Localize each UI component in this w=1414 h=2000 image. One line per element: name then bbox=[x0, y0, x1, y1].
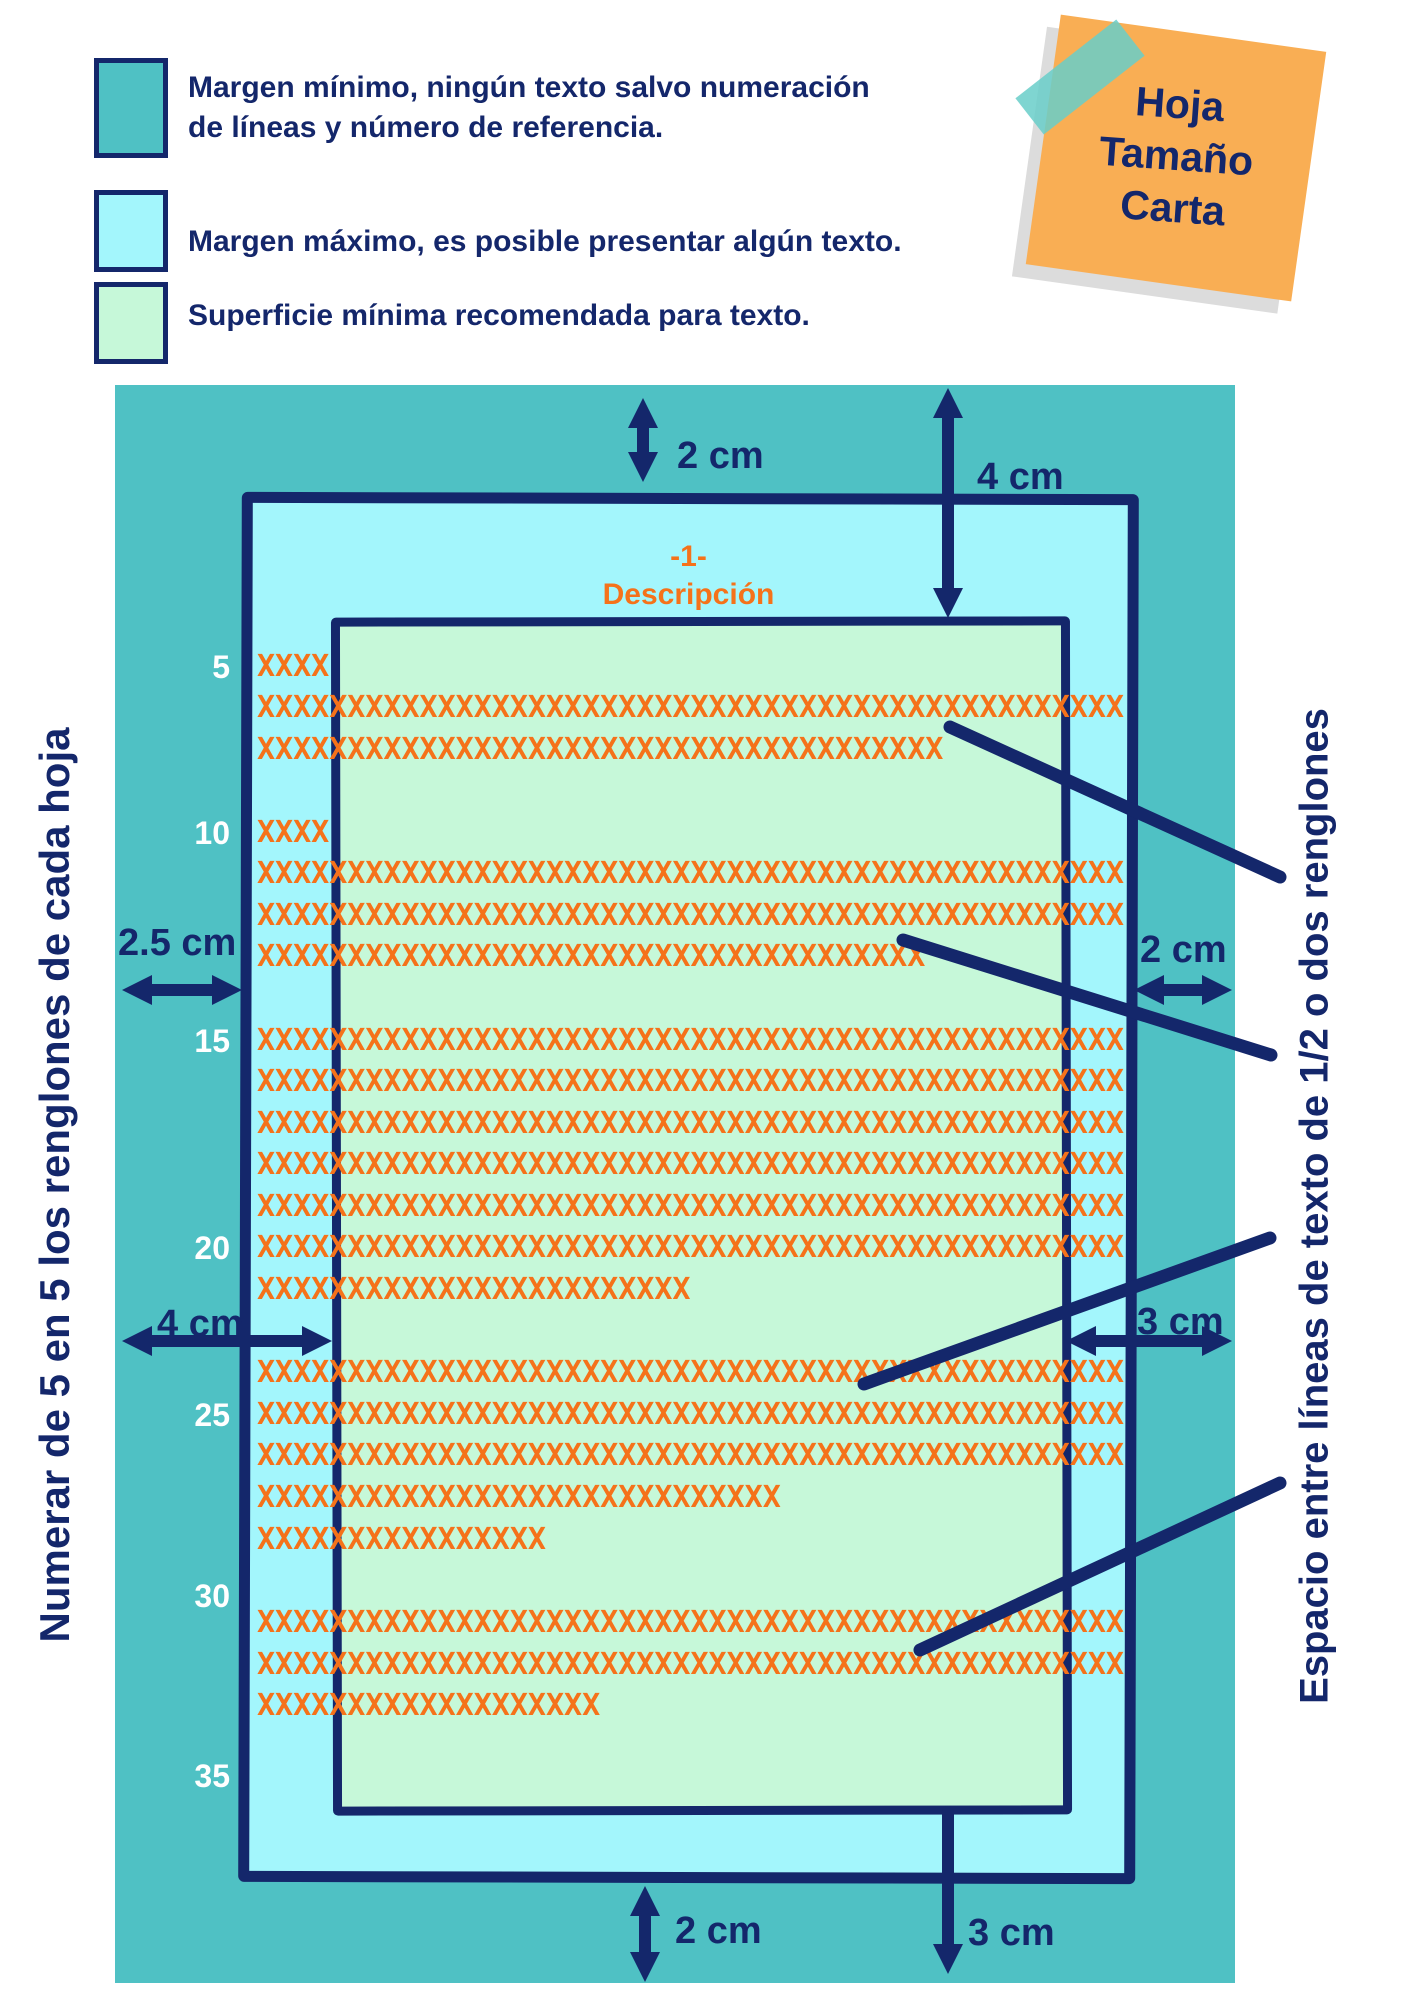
legend-swatch-text-surface bbox=[94, 282, 168, 364]
bottom-margin-label: 2 cm bbox=[675, 1910, 762, 1952]
right-margin-label: 2 cm bbox=[1140, 929, 1227, 971]
top-margin-label: 2 cm bbox=[677, 435, 764, 477]
right-text-margin-label: 3 cm bbox=[1137, 1301, 1224, 1343]
legend-label-min-margin bbox=[188, 68, 870, 148]
line-number: 30 bbox=[194, 1578, 230, 1614]
top-text-margin-label: 4 cm bbox=[977, 456, 1064, 498]
text-row: XXXXXXXXXXXXXXXXXXXXXXXXXXXXXXXXXXXXXXXXXXXXXXXX bbox=[257, 690, 1124, 725]
line-number: 35 bbox=[194, 1758, 230, 1794]
text-row: XXXXXXXXXXXXXXXXXXXXXXXXXXXXXXXXXXXXXXXXXXXXXXXX bbox=[257, 1064, 1124, 1099]
legend-label-max-margin: Margen máximo, es posible presentar algún texto. bbox=[188, 225, 902, 258]
sticky-note-line: Carta bbox=[1118, 181, 1227, 235]
text-row: XXXXXXXXXXXXXXXXXXXXXXXXXXXXXXXXXXXXXXXXXXXXXXXX bbox=[257, 1605, 1124, 1640]
line-number: 20 bbox=[194, 1230, 230, 1266]
text-row: XXXXXXXXXXXXXXXXXXXXXXXXXXXXXXXXXXXXXXXXXXXXXXXX bbox=[257, 1355, 1124, 1390]
text-row: XXXXXXXXXXXXXXXXXXXXXXXXXXXXXXXXXXXXXXXXXXXXXXXX bbox=[257, 1438, 1124, 1473]
legend-line: Margen mínimo, ningún texto salvo numeración bbox=[188, 71, 870, 104]
text-row: XXXX bbox=[257, 649, 330, 684]
text-row: XXXXXXXXXXXXXXXXXXXXXXXXXXXXXXXXXXXXXXXXXXXXXXXX bbox=[257, 1106, 1124, 1141]
legend-line: de líneas y número de referencia. bbox=[188, 111, 664, 144]
text-row: XXXXXXXXXXXXXXXXXXXXXXXXXXXXXXXXXXXXXXXXXXXXXXXX bbox=[257, 1147, 1124, 1182]
text-row: XXXXXXXXXXXXXXXXXXXXXXXXXXXXX bbox=[257, 1480, 781, 1515]
right-side-note: Espacio entre líneas de texto de 1/2 o dos renglones bbox=[1292, 708, 1337, 1704]
text-row: XXXX bbox=[257, 815, 330, 850]
legend-swatch-min-margin bbox=[94, 58, 168, 158]
legend-swatch-max-margin bbox=[94, 190, 168, 272]
text-row: XXXXXXXXXXXXXXXXXXXXXXXXXXXXXXXXXXXXXXXXXXXXXXXX bbox=[257, 1397, 1124, 1432]
text-row: XXXXXXXXXXXXXXXXXXXXXXXXXXXXXXXXXXXXXXXXXXXXXXXX bbox=[257, 856, 1124, 891]
text-row: XXXXXXXXXXXXXXXXXXXXXXXXXXXXXXXXXXXXXXXXXXXXXXXX bbox=[257, 1647, 1124, 1682]
text-row: XXXXXXXXXXXXXXXXXXXXXXXX bbox=[257, 1272, 691, 1307]
bottom-text-margin-label: 3 cm bbox=[968, 1912, 1055, 1954]
page-number: -1- bbox=[670, 540, 707, 573]
line-number: 5 bbox=[212, 649, 230, 685]
legend-label-text-surface: Superficie mínima recomendada para texto. bbox=[188, 299, 810, 332]
text-row: XXXXXXXXXXXXXXXX bbox=[257, 1522, 546, 1557]
line-number: 10 bbox=[194, 815, 230, 851]
text-row: XXXXXXXXXXXXXXXXXXX bbox=[257, 1688, 601, 1723]
text-row: XXXXXXXXXXXXXXXXXXXXXXXXXXXXXXXXXXXXX bbox=[257, 939, 926, 974]
left-side-note: Numerar de 5 en 5 los renglones de cada hoja bbox=[31, 727, 78, 1643]
sticky-note-line: Hoja bbox=[1133, 78, 1226, 131]
sticky-note-line: Tamaño bbox=[1097, 127, 1255, 185]
left-text-margin-label: 4 cm bbox=[157, 1303, 244, 1345]
text-row: XXXXXXXXXXXXXXXXXXXXXXXXXXXXXXXXXXXXXXXXXXXXXXXX bbox=[257, 1189, 1124, 1224]
line-number: 15 bbox=[194, 1023, 230, 1059]
line-number: 25 bbox=[194, 1397, 230, 1433]
text-row: XXXXXXXXXXXXXXXXXXXXXXXXXXXXXXXXXXXXXXXXXXXXXXXX bbox=[257, 898, 1124, 933]
text-row: XXXXXXXXXXXXXXXXXXXXXXXXXXXXXXXXXXXXXXXXXXXXXXXX bbox=[257, 1230, 1124, 1265]
text-row: XXXXXXXXXXXXXXXXXXXXXXXXXXXXXXXXXXXXXX bbox=[257, 732, 944, 767]
text-row: XXXXXXXXXXXXXXXXXXXXXXXXXXXXXXXXXXXXXXXXXXXXXXXX bbox=[257, 1023, 1124, 1058]
page-title: Descripción bbox=[602, 578, 775, 611]
left-margin-label: 2.5 cm bbox=[118, 922, 237, 964]
